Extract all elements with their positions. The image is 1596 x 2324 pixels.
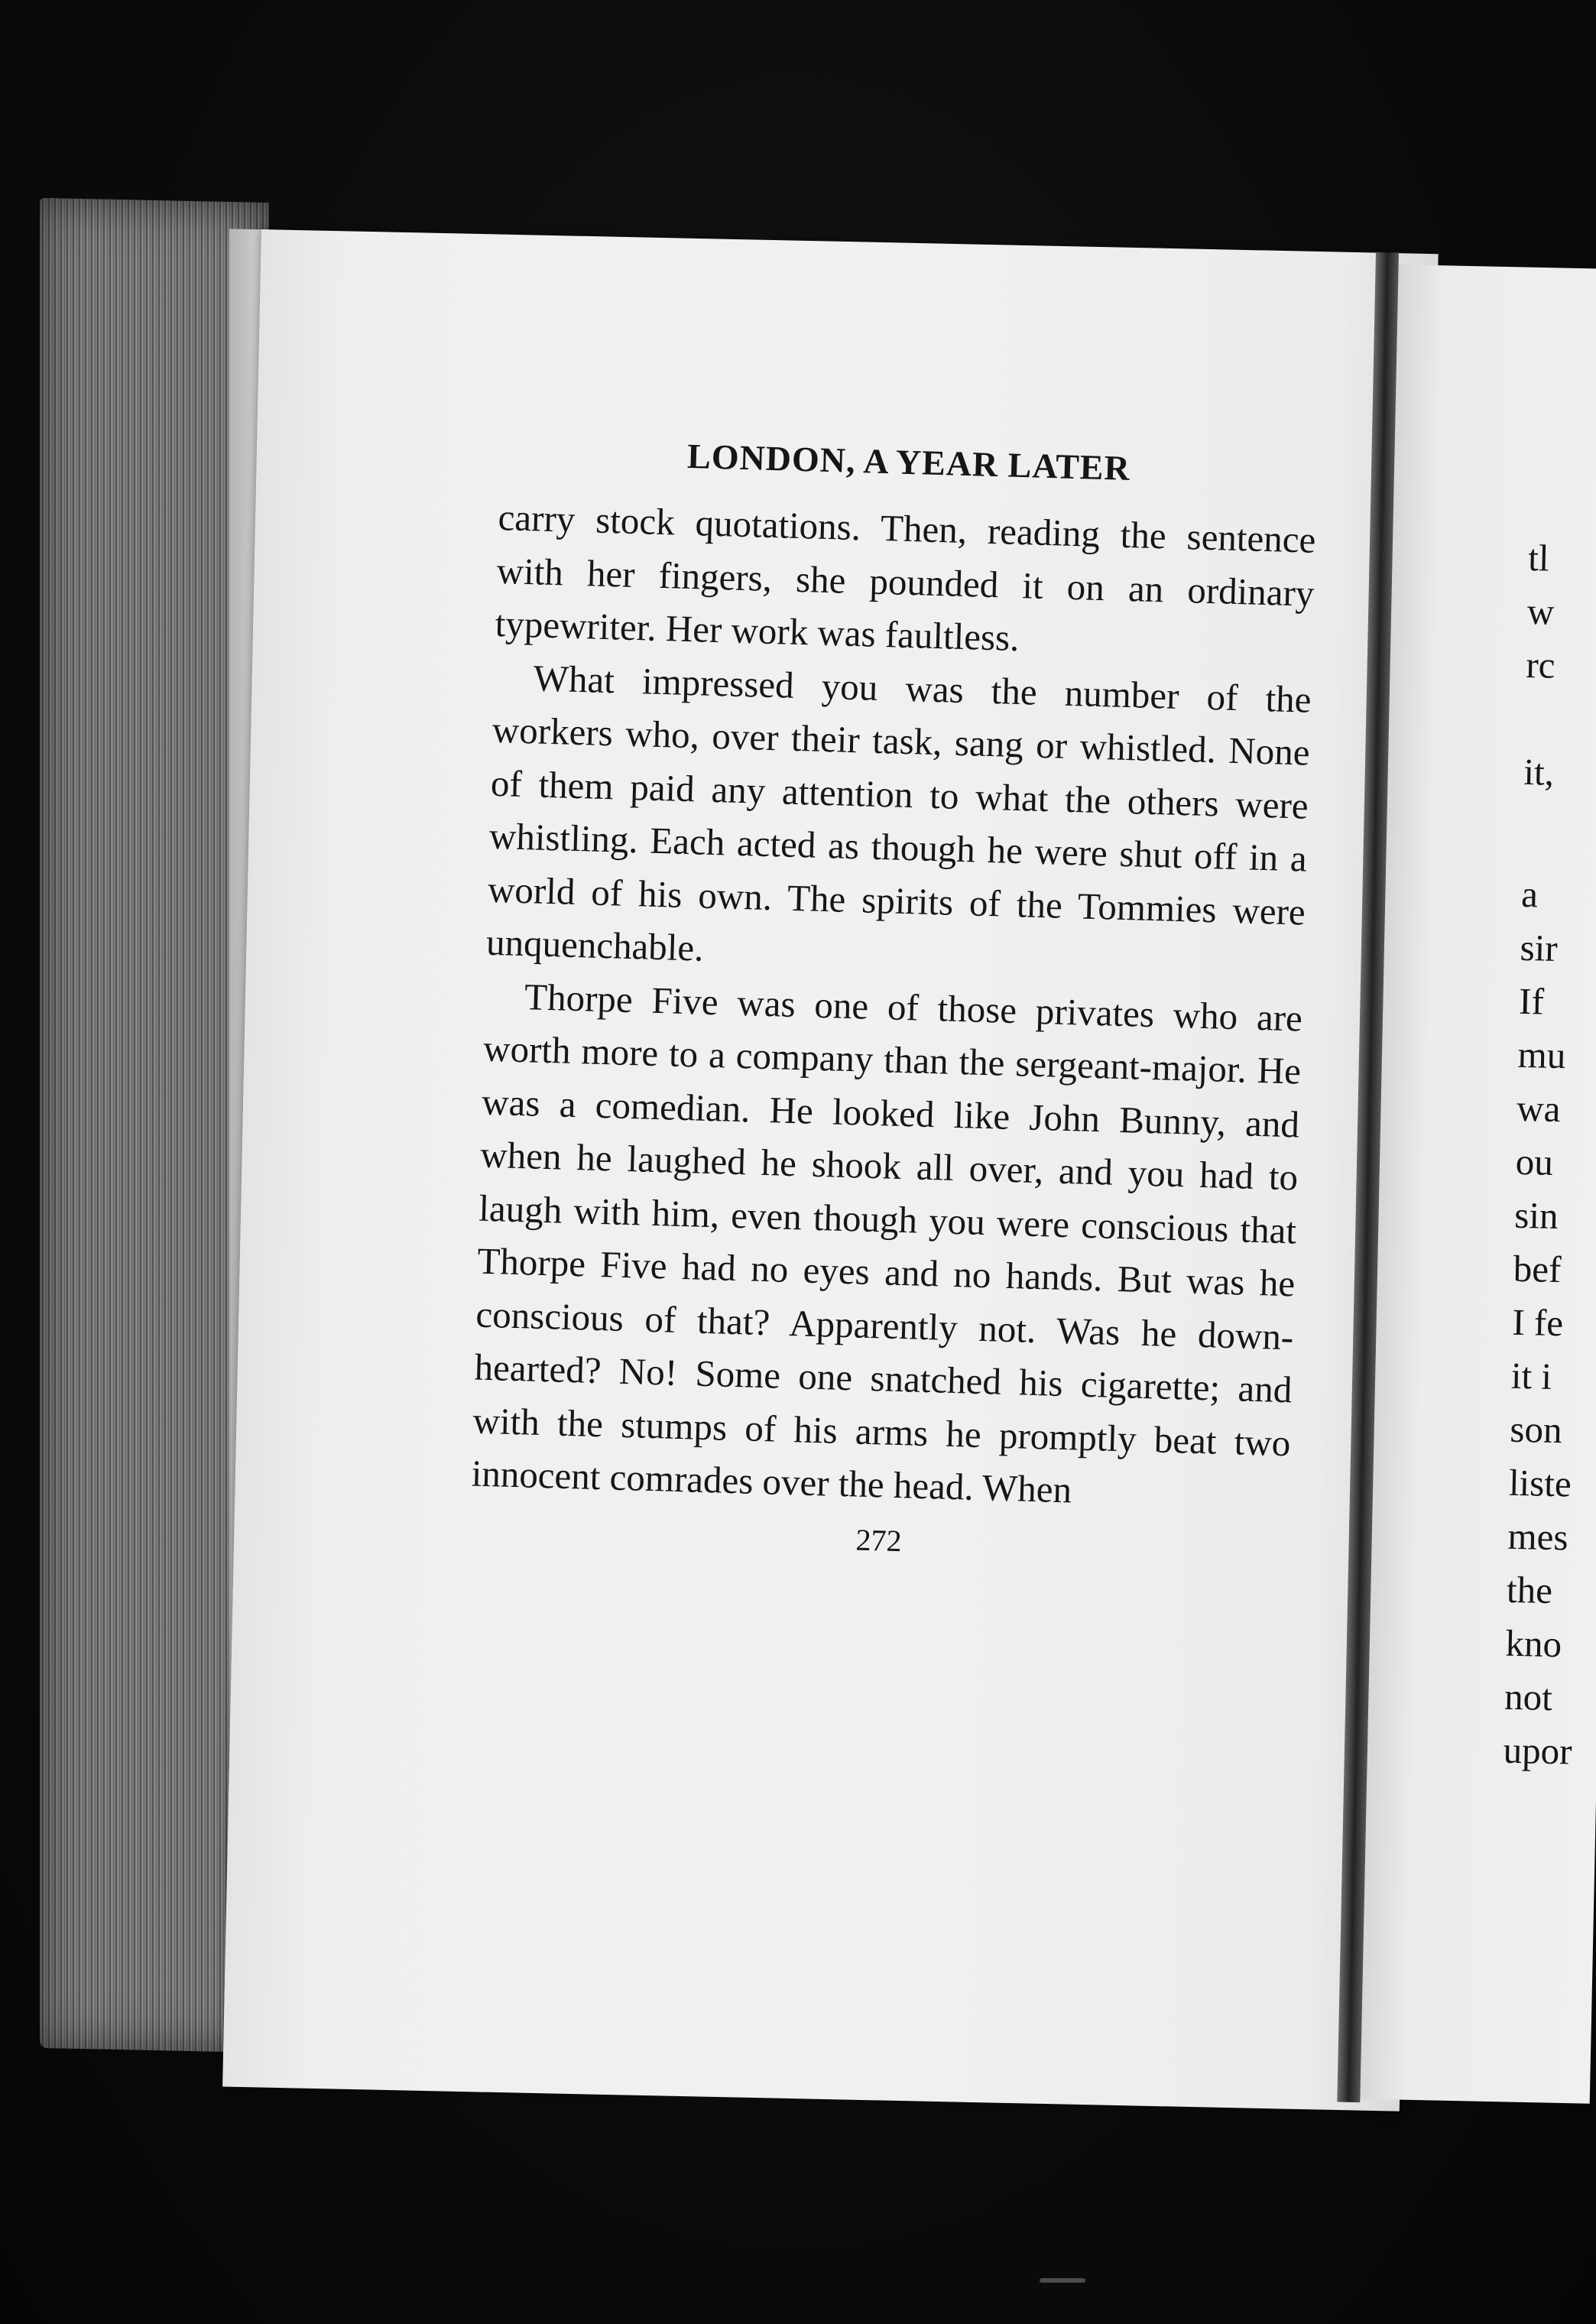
facing-line: it, bbox=[1523, 750, 1555, 794]
paragraph-2: What impressed you was the number of the workers who, over their task, sang or whistled. None of them paid any attention to what the others were whistling. Each acted as though he were shut off in a world of his own. The spirits of the Tommies were unquenchable. bbox=[485, 656, 1312, 969]
facing-line: sin bbox=[1513, 1193, 1559, 1237]
facing-line: wa bbox=[1516, 1086, 1562, 1131]
film-scratch bbox=[1040, 2278, 1085, 2283]
facing-line: ou bbox=[1515, 1140, 1554, 1183]
facing-line: rc bbox=[1525, 643, 1556, 686]
facing-line: w bbox=[1526, 589, 1555, 633]
facing-line: I fe bbox=[1511, 1300, 1564, 1345]
facing-line: bef bbox=[1513, 1247, 1562, 1291]
facing-line: not bbox=[1504, 1675, 1553, 1719]
right-page bbox=[1361, 265, 1596, 2104]
facing-line: it i bbox=[1510, 1354, 1552, 1397]
left-page-text bbox=[469, 428, 1319, 1573]
facing-line: the bbox=[1506, 1568, 1553, 1612]
facing-line: mes bbox=[1507, 1514, 1569, 1559]
facing-line: tl bbox=[1527, 536, 1550, 579]
facing-line: upor bbox=[1503, 1728, 1573, 1773]
page-number: 272 bbox=[855, 1522, 903, 1558]
paragraph-3: Thorpe Five was one of those privates who are worth more to a company than the sergeant-major. He was a comedian. He looked like John Bunny, and when he laughed he shook all over, and you had to laugh with him, even though you were conscious that Thorpe Five had no eyes and no hands. But was he conscious of that? Apparently not. Was he down-hearted? No! Some one snatched his cigarette; and with the stumps of his arms he promptly beat two innocent comrades over the head. When bbox=[471, 975, 1303, 1511]
facing-line: kno bbox=[1505, 1621, 1562, 1666]
facing-line: sir bbox=[1520, 926, 1559, 969]
facing-line: liste bbox=[1508, 1461, 1572, 1505]
facing-line: a bbox=[1520, 872, 1539, 916]
facing-line: son bbox=[1509, 1407, 1563, 1452]
running-head: LONDON, A YEAR LATER bbox=[686, 436, 1131, 488]
facing-line: If bbox=[1518, 979, 1545, 1023]
facing-line: mu bbox=[1517, 1033, 1566, 1077]
paragraph-1: carry stock quotations. Then, reading the sentence with her fingers, she pounded it on an ordinary typewriter. Her work was faultless. bbox=[495, 495, 1317, 660]
